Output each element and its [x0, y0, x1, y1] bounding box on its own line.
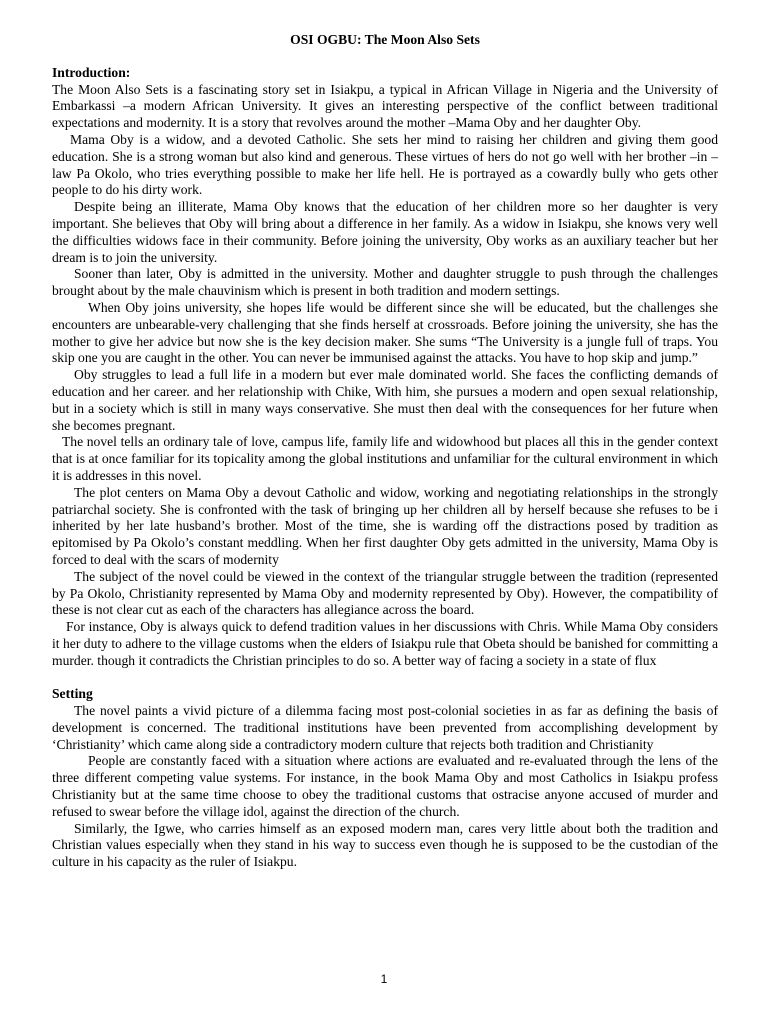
paragraph: Despite being an illiterate, Mama Oby knows that the education of her children more so her daughter is very important. She believes that Oby will bring about a difference in her family. As a widow in Isiakpu, she knows very well the difficulties widows face in their community. Before joining the university, Oby works as an auxiliary teacher but her dream is to join the university.: [52, 199, 718, 265]
paragraph: People are constantly faced with a situation where actions are evaluated and re-evaluated through the lens of the three different competing value systems. For instance, in the book Mama Oby and most Catholics in Isiakpu profess Christianity but at the same time choose to obey the traditional customs that ostracise anyone accused of murder and refused to swear before the village idol, against the direction of the church.: [52, 753, 718, 819]
section-setting: [52, 686, 718, 871]
paragraph: Mama Oby is a widow, and a devoted Catholic. She sets her mind to raising her children and giving them good education. She is a strong woman but also kind and generous. These virtues of hers do not go well with her brother –in –law Pa Okolo, who tries everything possible to make her life hell. He is portrayed as a cowardly bully who gets other people to do his dirty work.: [52, 131, 718, 198]
paragraph: The novel tells an ordinary tale of love, campus life, family life and widowhood but places all this in the gender context that is at once familiar for its topicality among the global institutions and unfamiliar for the cultural environment in which it is addresses in this novel.: [52, 434, 718, 483]
paragraph: When Oby joins university, she hopes life would be different since she will be educated, but the challenges she encounters are unbearable-very challenging that she finds herself at crossroads. Before joining the university, she has the mother to give her advice but now she is the key decision maker. She sums “The University is a jungle full of traps. You skip one you are caught in the other. You can never be immunised against the attacks. You have to hop skip and jump.”: [52, 299, 718, 366]
page-number: 1: [380, 972, 388, 986]
paragraph: The Moon Also Sets is a fascinating story set in Isiakpu, a typical in African Village in Nigeria and the University of Embarkassi –a modern African University. It gives an interesting perspective of the conflict between traditional expectations and modernity. It is a story that revolves around the mother –Mama Oby and her daughter Oby.: [52, 81, 718, 131]
section-introduction: [52, 65, 718, 670]
section-spacer: [52, 669, 718, 686]
paragraph: Oby struggles to lead a full life in a modern but ever male dominated world. She faces the conflicting demands of education and her career. and her relationship with Chike, With him, she pursues a modern and open sexual relationship, but in a society which is still in many ways conservative. She must then deal with the consequences for her future when she becomes pregnant.: [52, 367, 718, 433]
paragraph: The novel paints a vivid picture of a dilemma facing most post-colonial societies in as far as defining the basis of development is concerned. The traditional institutions have been prevented from accomplishing development by ‘Christianity’ which came along side a contradictory modern culture that rejects both tradition and Christianity: [52, 703, 718, 752]
paragraph: Similarly, the Igwe, who carries himself as an exposed modern man, cares very little about both the tradition and Christian values especially when they stand in his way to success even though he is supposed to be the custodian of the culture in his capacity as the ruler of Isiakpu.: [52, 820, 718, 870]
paragraph: The plot centers on Mama Oby a devout Catholic and widow, working and negotiating relationships in the strongly patriarchal society. She is confronted with the task of bringing up her children all by herself because she refuses to be i inherited by her late husband’s brother. Most of the time, she is warding off the distractions posed by tradition as epitomised by Pa Okolo’s constant meddling. When her first daughter Oby gets admitted in the university, Mama Oby is forced to deal with the scars of modernity: [52, 484, 718, 567]
paragraph: For instance, Oby is always quick to defend tradition values in her discussions with Chris. While Mama Oby considers it her duty to adhere to the village customs when the elders of Isiakpu rule that Obeta should be banished for committing a murder. though it contradicts the Christian principles to do so. A better way of facing a society in a state of flux: [52, 619, 718, 668]
section-heading: Introduction:: [52, 64, 131, 80]
section-heading: Setting: [52, 686, 93, 702]
paragraph: The subject of the novel could be viewed in the context of the triangular struggle between the tradition (represented by Pa Okolo, Christianity represented by Mama Oby and modernity represented by Oby). However, the compatibility of these is not clear cut as each of the characters has allegiance across the board.: [52, 568, 718, 618]
paragraph: Sooner than later, Oby is admitted in the university. Mother and daughter struggle to push through the challenges brought about by the male chauvinism which is present in both tradition and modern settings.: [52, 266, 718, 299]
document-body: [52, 32, 718, 871]
document-title: OSI OGBU: The Moon Also Sets: [290, 32, 480, 47]
